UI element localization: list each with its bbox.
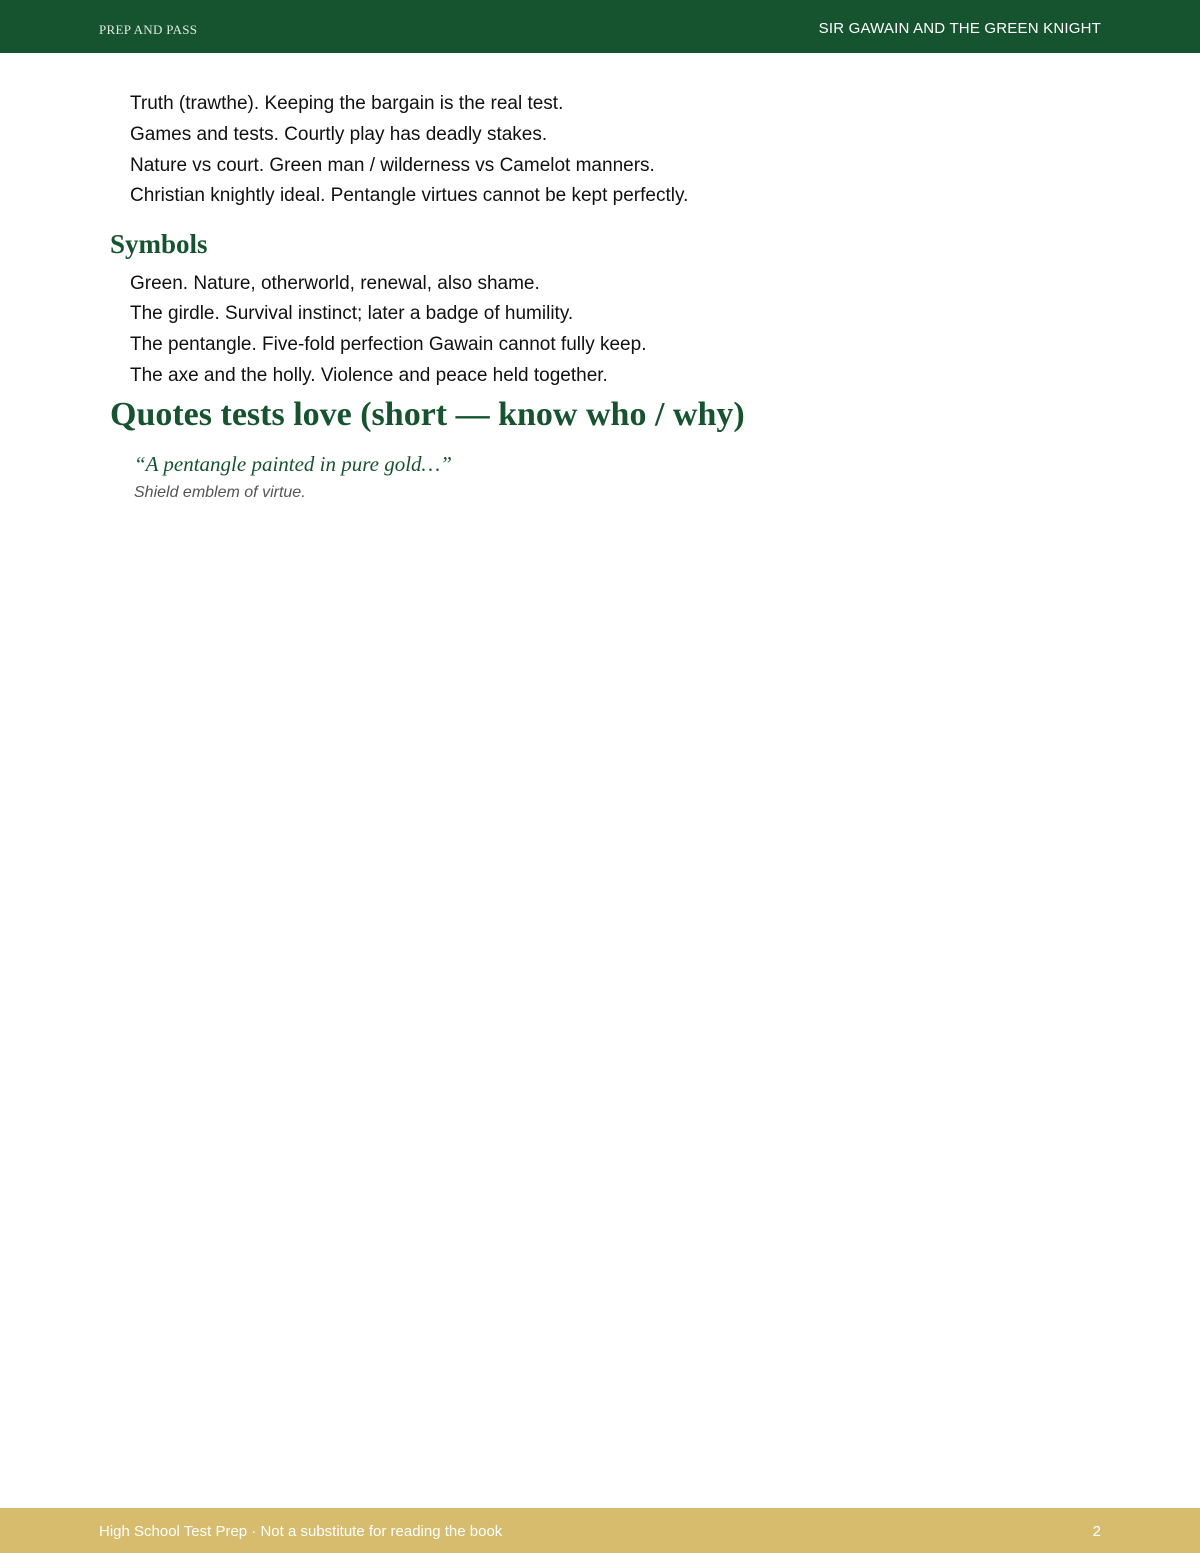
symbol-item: The pentangle. Five-fold perfection Gawain cannot fully keep.	[130, 334, 647, 355]
quote-note: Shield emblem of virtue.	[134, 484, 306, 501]
quote-text: “A pentangle painted in pure gold…”	[134, 452, 452, 476]
theme-item: Nature vs court. Green man / wilderness vs Camelot manners.	[130, 155, 655, 176]
page-footer	[0, 1508, 1200, 1553]
theme-item: Truth (trawthe). Keeping the bargain is the real test.	[130, 93, 564, 114]
quotes-heading: Quotes tests love (short — know who / why)	[110, 396, 745, 433]
page-number: 2	[1092, 1523, 1101, 1540]
symbol-item: The axe and the holly. Violence and peace held together.	[130, 365, 608, 386]
theme-item: Games and tests. Courtly play has deadly stakes.	[130, 124, 548, 145]
symbol-item: The girdle. Survival instinct; later a badge of humility.	[130, 303, 574, 324]
page-header	[0, 0, 1200, 53]
symbols-heading: Symbols	[110, 229, 208, 259]
header-title: SIR GAWAIN AND THE GREEN KNIGHT	[818, 20, 1101, 37]
footer-text: High School Test Prep · Not a substitute for reading the book	[99, 1523, 503, 1540]
theme-item: Christian knightly ideal. Pentangle virtues cannot be kept perfectly.	[130, 185, 689, 206]
header-brand: PREP AND PASS	[99, 22, 198, 37]
symbol-item: Green. Nature, otherworld, renewal, also shame.	[130, 273, 540, 294]
